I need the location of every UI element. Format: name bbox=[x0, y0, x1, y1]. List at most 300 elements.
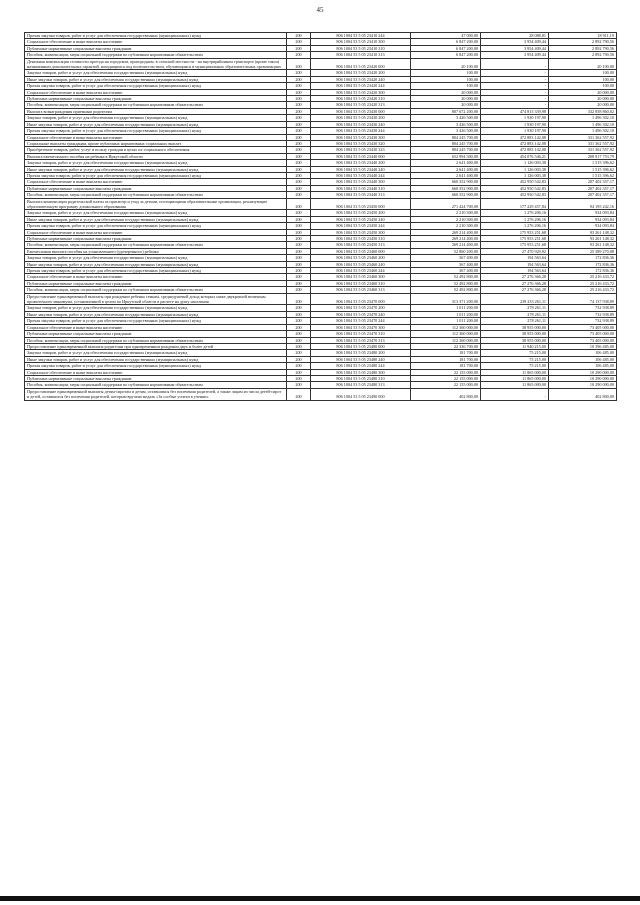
approved-amount-cell: 1 011 200,00 bbox=[411, 305, 481, 311]
approved-amount-cell: 1 011 200,00 bbox=[411, 318, 481, 324]
budget-code-cell: 806 1004 53 5 05 23450 310 bbox=[311, 236, 411, 242]
executed-amount-cell: 472 883 142,08 bbox=[481, 140, 549, 146]
executed-amount-cell: 194 563,64 bbox=[481, 268, 549, 274]
row-name-cell: Пособия, компенсации, меры социальной поддержки по публичным нормативным обязательствам bbox=[25, 52, 287, 58]
line-code-cell: 200 bbox=[287, 172, 311, 178]
remaining-amount-cell: 25 216 433,72 bbox=[549, 274, 617, 280]
approved-amount-cell: 181 700,00 bbox=[411, 356, 481, 362]
row-name-cell: Социальное обеспечение и иные выплаты населению bbox=[25, 229, 287, 235]
remaining-amount-cell: 100,00 bbox=[549, 70, 617, 76]
remaining-amount-cell: 10 290 000,00 bbox=[549, 375, 617, 381]
budget-code-cell: 806 1004 53 5 05 23470 200 bbox=[311, 305, 411, 311]
line-code-cell: 200 bbox=[287, 324, 311, 330]
line-code-cell: 200 bbox=[287, 210, 311, 216]
row-name-cell: Публичные нормативные социальные выплаты гражданам bbox=[25, 280, 287, 286]
approved-amount-cell: 3 426 500,00 bbox=[411, 121, 481, 127]
budget-code-cell: 806 1004 53 5 05 23470 310 bbox=[311, 331, 411, 337]
executed-amount-cell: - bbox=[481, 102, 549, 108]
executed-amount-cell: - bbox=[481, 96, 549, 102]
approved-amount-cell: 20 000,00 bbox=[411, 89, 481, 95]
approved-amount-cell: 52 492 800,00 bbox=[411, 274, 481, 280]
approved-amount-cell: 100,00 bbox=[411, 70, 481, 76]
budget-code-cell: 806 1004 53 5 05 23450 200 bbox=[311, 210, 411, 216]
remaining-amount-cell: 1 515 396,62 bbox=[549, 166, 617, 172]
remaining-amount-cell: 93 261 148,32 bbox=[549, 242, 617, 248]
approved-amount-cell: 3 426 500,00 bbox=[411, 128, 481, 134]
row-name-cell: Денежная компенсация стоимости проезда на городском, пригородном, в сельской местности - на внутрирайонном транспорте (кроме такси) назначенным дополнительных гарантий, находящимся под попечительством, обучающимся в муниципальных образовательных организациях bbox=[25, 58, 287, 70]
approved-amount-cell: 804 245 700,00 bbox=[411, 134, 481, 140]
budget-code-cell: 806 1004 53 5 05 23450 240 bbox=[311, 216, 411, 222]
remaining-amount-cell: 25 216 433,72 bbox=[549, 280, 617, 286]
line-code-cell: 200 bbox=[287, 192, 311, 198]
budget-code-cell: 806 1004 53 5 05 23480 240 bbox=[311, 356, 411, 362]
line-code-cell: 200 bbox=[287, 337, 311, 343]
row-name-cell: Пособия, компенсации, меры социальной поддержки по публичным нормативным обязательствам bbox=[25, 287, 287, 293]
line-code-cell: 200 bbox=[287, 160, 311, 166]
executed-amount-cell: 11 865 000,00 bbox=[481, 382, 549, 388]
approved-amount-cell: 22 155 000,00 bbox=[411, 382, 481, 388]
approved-amount-cell: 52 492 800,00 bbox=[411, 280, 481, 286]
approved-amount-cell: 6 847 200,00 bbox=[411, 45, 481, 51]
line-code-cell: 200 bbox=[287, 70, 311, 76]
line-code-cell: 200 bbox=[287, 76, 311, 82]
executed-amount-cell: 28 088,81 bbox=[481, 33, 549, 39]
line-code-cell: 200 bbox=[287, 179, 311, 185]
approved-amount-cell: 1 011 200,00 bbox=[411, 311, 481, 317]
remaining-amount-cell: 20 000,00 bbox=[549, 96, 617, 102]
line-code-cell: 200 bbox=[287, 216, 311, 222]
row-name-cell: Закупка товаров, работ и услуг для обеспечения государственных (муниципальных) нужд bbox=[25, 305, 287, 311]
approved-amount-cell: 112 360 000,00 bbox=[411, 331, 481, 337]
executed-amount-cell: 1 930 197,90 bbox=[481, 128, 549, 134]
approved-amount-cell: 112 360 000,00 bbox=[411, 324, 481, 330]
budget-code-cell: 806 1004 53 5 05 23470 000 bbox=[311, 293, 411, 305]
approved-amount-cell: 367 400,00 bbox=[411, 261, 481, 267]
executed-amount-cell: 3 954 409,44 bbox=[481, 45, 549, 51]
remaining-amount-cell: 106 485,00 bbox=[549, 350, 617, 356]
budget-code-cell: 806 1004 53 5 05 23440 240 bbox=[311, 166, 411, 172]
row-name-cell: Публичные нормативные социальные выплаты гражданам bbox=[25, 185, 287, 191]
budget-code-cell: 806 1004 53 5 05 23440 200 bbox=[311, 160, 411, 166]
executed-amount-cell: 1 126 003,38 bbox=[481, 166, 549, 172]
remaining-amount-cell: 1 496 302,10 bbox=[549, 128, 617, 134]
row-name-cell: Выплата ежемесячного пособия на ребенка в Иркутской области bbox=[25, 153, 287, 159]
remaining-amount-cell: 73 405 000,00 bbox=[549, 337, 617, 343]
line-code-cell: 200 bbox=[287, 166, 311, 172]
executed-amount-cell: 3 954 409,44 bbox=[481, 52, 549, 58]
approved-amount-cell: 181 700,00 bbox=[411, 363, 481, 369]
approved-amount-cell: 313 371 200,00 bbox=[411, 293, 481, 305]
remaining-amount-cell: 1 515 396,62 bbox=[549, 172, 617, 178]
executed-amount-cell: - bbox=[481, 76, 549, 82]
approved-amount-cell: 20 100,00 bbox=[411, 58, 481, 70]
budget-code-cell: 806 1004 53 5 05 23430 200 bbox=[311, 115, 411, 121]
approved-amount-cell: 2 210 300,00 bbox=[411, 216, 481, 222]
approved-amount-cell: 2 641 400,00 bbox=[411, 166, 481, 172]
line-code-cell: 200 bbox=[287, 305, 311, 311]
row-name-cell: Социальное обеспечение и иные выплаты населению bbox=[25, 274, 287, 280]
budget-code-cell: 806 1004 53 5 05 23460 300 bbox=[311, 274, 411, 280]
row-name-cell: Социальное обеспечение и иные выплаты населению bbox=[25, 39, 287, 45]
budget-code-cell: 806 1004 53 5 05 23440 310 bbox=[311, 185, 411, 191]
executed-amount-cell: 1 276 206,16 bbox=[481, 223, 549, 229]
executed-amount-cell: 175 953 251,68 bbox=[481, 242, 549, 248]
executed-amount-cell: 472 883 142,08 bbox=[481, 147, 549, 153]
row-name-cell: Пособия, компенсации, меры социальной поддержки по публичным нормативным обязательствам bbox=[25, 337, 287, 343]
row-name-cell: Закупка товаров, работ и услуг для обеспечения государственных (муниципальных) нужд bbox=[25, 70, 287, 76]
line-code-cell: 200 bbox=[287, 293, 311, 305]
executed-amount-cell: 454 076 546,21 bbox=[481, 153, 549, 159]
line-code-cell: 200 bbox=[287, 280, 311, 286]
line-code-cell: 200 bbox=[287, 311, 311, 317]
approved-amount-cell: 269 214 400,00 bbox=[411, 242, 481, 248]
approved-amount-cell: 112 360 000,00 bbox=[411, 337, 481, 343]
row-name-cell: Предоставление единовременной выплаты родителям при одновременном рождении двух и более детей bbox=[25, 343, 287, 349]
line-code-cell: 200 bbox=[287, 33, 311, 39]
line-code-cell: 200 bbox=[287, 134, 311, 140]
executed-amount-cell: 75 215,00 bbox=[481, 356, 549, 362]
executed-amount-cell: 472 883 142,08 bbox=[481, 134, 549, 140]
remaining-amount-cell: 10 290 000,00 bbox=[549, 369, 617, 375]
approved-amount-cell: 652 994 300,00 bbox=[411, 153, 481, 159]
remaining-amount-cell: 172 836,36 bbox=[549, 261, 617, 267]
remaining-amount-cell: 73 405 000,00 bbox=[549, 331, 617, 337]
remaining-amount-cell: 207 402 357,17 bbox=[549, 179, 617, 185]
line-code-cell: 200 bbox=[287, 147, 311, 153]
remaining-amount-cell: 402 800,00 bbox=[549, 388, 617, 400]
remaining-amount-cell: 100,00 bbox=[549, 76, 617, 82]
executed-amount-cell: 11 940 215,00 bbox=[481, 343, 549, 349]
approved-amount-cell: 271 424 700,00 bbox=[411, 198, 481, 210]
budget-code-cell: 806 1004 53 5 05 23490 000 bbox=[311, 388, 411, 400]
line-code-cell: 200 bbox=[287, 39, 311, 45]
executed-amount-cell: 11 865 000,00 bbox=[481, 369, 549, 375]
remaining-amount-cell: 25 389 270,08 bbox=[549, 248, 617, 254]
remaining-amount-cell: 93 261 148,32 bbox=[549, 236, 617, 242]
remaining-amount-cell: 208 917 753,79 bbox=[549, 153, 617, 159]
line-code-cell: 200 bbox=[287, 128, 311, 134]
row-name-cell: Пособия, компенсации, меры социальной поддержки по публичным нормативным обязательствам bbox=[25, 102, 287, 108]
remaining-amount-cell: 2 892 790,56 bbox=[549, 45, 617, 51]
budget-code-cell: 806 1004 53 5 05 23460 310 bbox=[311, 280, 411, 286]
budget-code-cell: 806 1004 53 5 05 23430 244 bbox=[311, 128, 411, 134]
budget-code-cell: 806 1004 53 5 05 23460 000 bbox=[311, 248, 411, 254]
executed-amount-cell: 452 950 542,83 bbox=[481, 185, 549, 191]
executed-amount-cell: 175 953 251,68 bbox=[481, 229, 549, 235]
row-name-cell: Социальное обеспечение и иные выплаты населению bbox=[25, 324, 287, 330]
remaining-amount-cell: 331 362 557,92 bbox=[549, 147, 617, 153]
row-name-cell: Публичные нормативные социальные выплаты гражданам bbox=[25, 45, 287, 51]
budget-code-cell: 806 1004 53 5 05 23470 300 bbox=[311, 324, 411, 330]
budget-code-cell: 806 1004 53 5 05 23440 313 bbox=[311, 192, 411, 198]
row-name-cell: Пособия, компенсации, меры социальной поддержки по публичным нормативным обязательствам bbox=[25, 382, 287, 388]
approved-amount-cell: 807 672 200,00 bbox=[411, 108, 481, 114]
row-name-cell: Прочая закупка товаров, работ и услуг для обеспечения государственных (муниципальных) нужд bbox=[25, 172, 287, 178]
approved-amount-cell: 100,00 bbox=[411, 83, 481, 89]
approved-amount-cell: 22 336 700,00 bbox=[411, 343, 481, 349]
executed-amount-cell: - bbox=[481, 58, 549, 70]
remaining-amount-cell: 934 093,84 bbox=[549, 223, 617, 229]
line-code-cell: 200 bbox=[287, 236, 311, 242]
executed-amount-cell: 175 953 251,68 bbox=[481, 236, 549, 242]
budget-code-cell: 806 1004 53 5 05 23460 240 bbox=[311, 261, 411, 267]
approved-amount-cell: 22 155 000,00 bbox=[411, 369, 481, 375]
executed-amount-cell: 38 955 000,00 bbox=[481, 337, 549, 343]
line-code-cell: 200 bbox=[287, 242, 311, 248]
budget-code-cell: 806 1004 53 5 05 23430 300 bbox=[311, 134, 411, 140]
line-code-cell: 200 bbox=[287, 274, 311, 280]
row-name-cell: Закупка товаров, работ и услуг для обеспечения государственных (муниципальных) нужд bbox=[25, 115, 287, 121]
budget-code-cell: 806 1004 53 5 05 23410 313 bbox=[311, 52, 411, 58]
line-code-cell: 200 bbox=[287, 248, 311, 254]
budget-code-cell: 806 1004 53 5 05 23440 244 bbox=[311, 172, 411, 178]
approved-amount-cell: 47 000,00 bbox=[411, 33, 481, 39]
budget-code-cell: 806 1004 53 5 05 23410 300 bbox=[311, 39, 411, 45]
approved-amount-cell: 22 155 000,00 bbox=[411, 375, 481, 381]
row-name-cell: Прочая закупка товаров, работ и услуг для обеспечения государственных (муниципальных) нужд bbox=[25, 128, 287, 134]
remaining-amount-cell: 331 362 557,92 bbox=[549, 134, 617, 140]
line-code-cell: 200 bbox=[287, 96, 311, 102]
budget-code-cell: 806 1004 53 5 05 23420 310 bbox=[311, 96, 411, 102]
line-code-cell: 200 bbox=[287, 121, 311, 127]
remaining-amount-cell: 1 496 302,10 bbox=[549, 115, 617, 121]
row-name-cell: Социальные выплаты гражданам, кроме публичных нормативных социальных выплат bbox=[25, 140, 287, 146]
line-code-cell: 200 bbox=[287, 261, 311, 267]
row-name-cell: Иные закупки товаров, работ и услуг для обеспечения государственных (муниципальных) нужд bbox=[25, 166, 287, 172]
approved-amount-cell: 52 492 800,00 bbox=[411, 287, 481, 293]
executed-amount-cell: 452 950 542,83 bbox=[481, 179, 549, 185]
line-code-cell: 200 bbox=[287, 255, 311, 261]
executed-amount-cell: 1 126 003,38 bbox=[481, 160, 549, 166]
remaining-amount-cell: 1 515 396,62 bbox=[549, 160, 617, 166]
budget-code-cell: 806 1004 53 5 05 23450 000 bbox=[311, 198, 411, 210]
executed-amount-cell: 75 215,00 bbox=[481, 350, 549, 356]
table-row bbox=[25, 198, 617, 210]
row-name-cell: Закупка товаров, работ и услуг для обеспечения государственных (муниципальных) нужд bbox=[25, 160, 287, 166]
row-name-cell: Иные закупки товаров, работ и услуг для обеспечения государственных (муниципальных) нужд bbox=[25, 261, 287, 267]
executed-amount-cell: 278 261,11 bbox=[481, 305, 549, 311]
row-name-cell: Иные закупки товаров, работ и услуг для обеспечения государственных (муниципальных) нужд bbox=[25, 356, 287, 362]
approved-amount-cell: 660 352 900,00 bbox=[411, 179, 481, 185]
line-code-cell: 200 bbox=[287, 83, 311, 89]
row-name-cell: Пособия, компенсации, меры социальной поддержки по публичным нормативным обязательствам bbox=[25, 192, 287, 198]
budget-code-cell: 806 1004 53 5 05 23480 200 bbox=[311, 350, 411, 356]
remaining-amount-cell: 732 938,89 bbox=[549, 311, 617, 317]
approved-amount-cell: 20 000,00 bbox=[411, 96, 481, 102]
page-number: 45 bbox=[316, 6, 324, 14]
budget-code-cell: 806 1004 53 5 05 23420 244 bbox=[311, 83, 411, 89]
line-code-cell: 200 bbox=[287, 369, 311, 375]
line-code-cell: 200 bbox=[287, 223, 311, 229]
remaining-amount-cell: 25 216 433,72 bbox=[549, 287, 617, 293]
row-name-cell: Закупка товаров, работ и услуг для обеспечения государственных (муниципальных) нужд bbox=[25, 255, 287, 261]
budget-code-cell: 806 1004 53 5 05 23420 000 bbox=[311, 58, 411, 70]
line-code-cell: 200 bbox=[287, 382, 311, 388]
approved-amount-cell: 269 214 400,00 bbox=[411, 236, 481, 242]
row-name-cell: Иные закупки товаров, работ и услуг для обеспечения государственных (муниципальных) нужд bbox=[25, 216, 287, 222]
executed-amount-cell: 27 276 366,28 bbox=[481, 280, 549, 286]
executed-amount-cell: 278 261,11 bbox=[481, 311, 549, 317]
budget-code-cell: 806 1004 53 5 05 23420 313 bbox=[311, 102, 411, 108]
line-code-cell: 200 bbox=[287, 108, 311, 114]
budget-code-cell: 806 1004 53 5 05 23430 000 bbox=[311, 108, 411, 114]
budget-code-cell: 806 1004 53 5 05 23430 323 bbox=[311, 147, 411, 153]
remaining-amount-cell: 331 362 557,92 bbox=[549, 140, 617, 146]
remaining-amount-cell: 20 000,00 bbox=[549, 89, 617, 95]
row-name-cell: Пособия, компенсации, меры социальной поддержки по публичным нормативным обязательствам bbox=[25, 242, 287, 248]
approved-amount-cell: 2 210 300,00 bbox=[411, 210, 481, 216]
executed-amount-cell: 1 276 206,16 bbox=[481, 210, 549, 216]
row-name-cell: Прочая закупка товаров, работ и услуг для обеспечения государственных (муниципальных) нужд bbox=[25, 268, 287, 274]
line-code-cell: 200 bbox=[287, 115, 311, 121]
executed-amount-cell: 1 276 206,16 bbox=[481, 216, 549, 222]
approved-amount-cell: 3 426 500,00 bbox=[411, 115, 481, 121]
executed-amount-cell: 1 930 197,90 bbox=[481, 115, 549, 121]
budget-code-cell: 806 1004 53 5 05 23460 244 bbox=[311, 268, 411, 274]
executed-amount-cell: 194 563,64 bbox=[481, 255, 549, 261]
approved-amount-cell: 269 214 400,00 bbox=[411, 229, 481, 235]
approved-amount-cell: 2 641 400,00 bbox=[411, 172, 481, 178]
approved-amount-cell: 2 641 400,00 bbox=[411, 160, 481, 166]
budget-code-cell: 806 1004 53 5 05 23470 313 bbox=[311, 337, 411, 343]
remaining-amount-cell: 332 858 860,02 bbox=[549, 108, 617, 114]
executed-amount-cell: 27 276 366,28 bbox=[481, 287, 549, 293]
remaining-amount-cell: 207 402 357,17 bbox=[549, 185, 617, 191]
row-name-cell: Социальное обеспечение и иные выплаты населению bbox=[25, 134, 287, 140]
remaining-amount-cell: 93 261 148,32 bbox=[549, 229, 617, 235]
line-code-cell: 200 bbox=[287, 140, 311, 146]
approved-amount-cell: 100,00 bbox=[411, 76, 481, 82]
budget-code-cell: 806 1004 53 5 05 23410 244 bbox=[311, 33, 411, 39]
line-code-cell: 200 bbox=[287, 356, 311, 362]
remaining-amount-cell: 1 496 302,10 bbox=[549, 121, 617, 127]
approved-amount-cell: 660 352 900,00 bbox=[411, 185, 481, 191]
budget-code-cell: 806 1004 53 5 05 23410 310 bbox=[311, 45, 411, 51]
budget-code-cell: 806 1004 53 5 05 23460 200 bbox=[311, 255, 411, 261]
approved-amount-cell: 660 352 900,00 bbox=[411, 192, 481, 198]
line-code-cell: 200 bbox=[287, 388, 311, 400]
row-name-cell: Закупка товаров, работ и услуг для обеспечения государственных (муниципальных) нужд bbox=[25, 210, 287, 216]
line-code-cell: 200 bbox=[287, 89, 311, 95]
row-name-cell: Прочая закупка товаров, работ и услуг для обеспечения государственных (муниципальных) нужд bbox=[25, 83, 287, 89]
executed-amount-cell: 474 813 339,98 bbox=[481, 108, 549, 114]
budget-code-cell: 806 1004 53 5 05 23450 313 bbox=[311, 242, 411, 248]
line-code-cell: 200 bbox=[287, 375, 311, 381]
budget-code-cell: 806 1004 53 5 05 23480 244 bbox=[311, 363, 411, 369]
remaining-amount-cell: 2 892 790,56 bbox=[549, 52, 617, 58]
remaining-amount-cell: 106 485,00 bbox=[549, 363, 617, 369]
remaining-amount-cell: 172 836,36 bbox=[549, 268, 617, 274]
line-code-cell: 200 bbox=[287, 229, 311, 235]
approved-amount-cell: 367 400,00 bbox=[411, 255, 481, 261]
approved-amount-cell: 6 847 200,00 bbox=[411, 39, 481, 45]
scan-edge-bar bbox=[0, 896, 640, 901]
budget-code-cell: 806 1004 53 5 05 23470 244 bbox=[311, 318, 411, 324]
line-code-cell: 200 bbox=[287, 153, 311, 159]
executed-amount-cell: 3 954 409,44 bbox=[481, 39, 549, 45]
approved-amount-cell: 6 847 200,00 bbox=[411, 52, 481, 58]
line-code-cell: 200 bbox=[287, 350, 311, 356]
line-code-cell: 200 bbox=[287, 287, 311, 293]
remaining-amount-cell: 732 938,89 bbox=[549, 305, 617, 311]
line-code-cell: 200 bbox=[287, 343, 311, 349]
budget-code-cell: 806 1004 53 5 05 23420 300 bbox=[311, 89, 411, 95]
remaining-amount-cell: 106 485,00 bbox=[549, 356, 617, 362]
executed-amount-cell: - bbox=[481, 89, 549, 95]
row-name-cell: Публичные нормативные социальные выплаты гражданам bbox=[25, 331, 287, 337]
executed-amount-cell: 239 233 261,11 bbox=[481, 293, 549, 305]
row-name-cell: Прочая закупка товаров, работ и услуг для обеспечения государственных (муниципальных) нужд bbox=[25, 318, 287, 324]
row-name-cell: Иные закупки товаров, работ и услуг для обеспечения государственных (муниципальных) нужд bbox=[25, 76, 287, 82]
executed-amount-cell: 452 950 542,83 bbox=[481, 192, 549, 198]
row-name-cell: Иные закупки товаров, работ и услуг для обеспечения государственных (муниципальных) нужд bbox=[25, 311, 287, 317]
remaining-amount-cell: 73 405 000,00 bbox=[549, 324, 617, 330]
remaining-amount-cell: 100,00 bbox=[549, 83, 617, 89]
line-code-cell: 200 bbox=[287, 185, 311, 191]
approved-amount-cell: 367 400,00 bbox=[411, 268, 481, 274]
row-name-cell: Выплата компенсации родительской платы за присмотр и уход за детьми, посещающими образовательные организации, реализующие образовательную программу дошкольного образования bbox=[25, 198, 287, 210]
budget-code-cell: 806 1004 53 5 05 23440 300 bbox=[311, 179, 411, 185]
budget-code-cell: 806 1004 53 5 05 23480 313 bbox=[311, 382, 411, 388]
budget-code-cell: 806 1004 53 5 05 23420 240 bbox=[311, 76, 411, 82]
remaining-amount-cell: 94 195 242,16 bbox=[549, 198, 617, 210]
remaining-amount-cell: 10 290 000,00 bbox=[549, 382, 617, 388]
row-name-cell: Иные закупки товаров, работ и услуг для обеспечения государственных (муниципальных) нужд bbox=[25, 121, 287, 127]
line-code-cell: 200 bbox=[287, 45, 311, 51]
approved-amount-cell: 804 245 700,00 bbox=[411, 140, 481, 146]
executed-amount-cell: 1 126 003,38 bbox=[481, 172, 549, 178]
approved-amount-cell: 52 860 200,00 bbox=[411, 248, 481, 254]
row-name-cell: Предоставление единовременной выплаты при рождении ребенка семьям, среднедушевой доход которых ниже двукратной величины прожиточного минимума, установленной в целом по Иркутской области в расчете на душу населения bbox=[25, 293, 287, 305]
remaining-amount-cell: 18 911,19 bbox=[549, 33, 617, 39]
budget-code-cell: 806 1004 53 5 05 23440 000 bbox=[311, 153, 411, 159]
row-name-cell: Приобретение товаров, работ, услуг в пользу граждан в целях их социального обеспечения bbox=[25, 147, 287, 153]
executed-amount-cell: - bbox=[481, 83, 549, 89]
row-name-cell: Социальное обеспечение и иные выплаты населению bbox=[25, 179, 287, 185]
row-name-cell: Выплата вознаграждения приемным родителям bbox=[25, 108, 287, 114]
row-name-cell: Предоставление единовременной выплаты детям-сиротам и детям, оставшимся без попечения родителей, а также лицам из числа детей-сирот и детей, оставшихся без попечения родителей, которым вручена медаль «За особые успехи в учении» bbox=[25, 388, 287, 400]
approved-amount-cell: 804 245 700,00 bbox=[411, 147, 481, 153]
line-code-cell: 200 bbox=[287, 58, 311, 70]
executed-amount-cell: - bbox=[481, 388, 549, 400]
executed-amount-cell: 11 865 000,00 bbox=[481, 375, 549, 381]
line-code-cell: 200 bbox=[287, 331, 311, 337]
executed-amount-cell: 1 930 197,90 bbox=[481, 121, 549, 127]
executed-amount-cell: 38 955 000,00 bbox=[481, 331, 549, 337]
approved-amount-cell: 20 000,00 bbox=[411, 102, 481, 108]
row-name-cell: Социальное обеспечение и иные выплаты населению bbox=[25, 369, 287, 375]
remaining-amount-cell: 20 000,00 bbox=[549, 102, 617, 108]
row-name-cell: Ежемесячная выплата пособия на усыновленного (удочеренного) ребенка bbox=[25, 248, 287, 254]
row-name-cell: Закупка товаров, работ и услуг для обеспечения государственных (муниципальных) нужд bbox=[25, 350, 287, 356]
remaining-amount-cell: 207 402 357,17 bbox=[549, 192, 617, 198]
budget-execution-table bbox=[24, 32, 617, 401]
executed-amount-cell: 38 955 000,00 bbox=[481, 324, 549, 330]
budget-code-cell: 806 1004 53 5 05 23430 320 bbox=[311, 140, 411, 146]
budget-code-cell: 806 1004 53 5 05 23470 240 bbox=[311, 311, 411, 317]
line-code-cell: 200 bbox=[287, 198, 311, 210]
budget-code-cell: 806 1004 53 5 05 23460 313 bbox=[311, 287, 411, 293]
executed-amount-cell: 177 229 457,84 bbox=[481, 198, 549, 210]
remaining-amount-cell: 172 836,36 bbox=[549, 255, 617, 261]
row-name-cell: Публичные нормативные социальные выплаты гражданам bbox=[25, 96, 287, 102]
row-name-cell: Прочая закупка товаров, работ и услуг для обеспечения государственных (муниципальных) нужд bbox=[25, 363, 287, 369]
executed-amount-cell: 278 261,11 bbox=[481, 318, 549, 324]
table-row bbox=[25, 293, 617, 305]
budget-code-cell: 806 1004 53 5 05 23480 310 bbox=[311, 375, 411, 381]
remaining-amount-cell: 74 137 938,89 bbox=[549, 293, 617, 305]
line-code-cell: 200 bbox=[287, 318, 311, 324]
